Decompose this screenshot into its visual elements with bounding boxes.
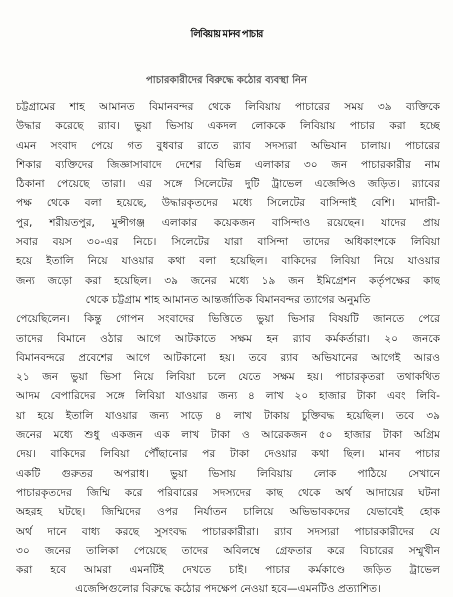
article-line: এমন সংবাদ পেয়ে গত বুধবার রাতে র‍্যাব সদস্যরা অভিযান চালায়। পাচারের [16, 139, 440, 152]
article-body [16, 98, 440, 600]
article-line: জন্য জড়ো করা হয়েছিল। ৩৯ জনের মধ্যে ১৯ জন ইমিগ্রেশন কর্তৃপক্ষের কাছ [16, 274, 440, 287]
article-line: হয়ে ইতালি নিয়ে যাওয়ার কথা বলা হয়েছিল। বাকিদের লিবিয়া নিয়ে যাওয়ার [16, 255, 440, 268]
article-line: অর্থ দানে বাধ্য করছে সুসংবদ্ধ পাচারকারীরা। র‍্যাব সদস্যরা পাচারকারীদের যে [16, 525, 440, 538]
article-line: জনের মধ্যে শুধু একজন এক লাখ টাকা ও আরেকজন ৫০ হাজার টাকা অগ্রিম [16, 429, 440, 442]
article-line: দেয়। বাকিদের লিবিয়া পৌঁছানোর পর টাকা দেওয়ার কথা ছিল। মানব পাচার [16, 448, 440, 461]
article-line: য়া হয়ে ইতালি যাওয়ার জন্য সাড়ে ৪ লাখ টাকায় চুক্তিবদ্ধ হয়েছিল। তবে ৩৯ [16, 409, 440, 422]
article-line: ৩০ জনের তালিকা পেয়েছে তাদের অবিলম্বে গ্রেফতার করে বিচারের সম্মুখীন [16, 544, 440, 557]
subheadline: পাচারকারীদের বিরুদ্ধে কঠোর ব্যবস্থা নিন [146, 75, 307, 86]
headline: লিবিয়ায় মানব পাচার [190, 29, 263, 40]
article-line: উদ্ধার করেছে র‍্যাব। ভুয়া ভিসায় একদল লোককে লিবিয়ায় পাচার করা হচ্ছে [16, 120, 440, 133]
article-line: পেয়েছিলেন। কিন্তু গোপন সংবাদের ভিত্তিতে ভুয়া ভিসার বিষয়টি জানতে পেরে [16, 313, 440, 326]
article-line: শিকার ব্যক্তিদের জিজ্ঞাসাবাদে দেশের বিভিন্ন এলাকার ৩০ জন পাচারকারীর নাম [16, 158, 440, 171]
article-line: বিমানবন্দরে প্রবেশের আগে আটকানো হয়। তবে র‍্যাব অভিযানের আগেই আরও [16, 351, 440, 364]
article-line: অহরহ ঘটছে। জিম্মিদের ওপর নির্যাতন চালিয়ে অভিভাবকদের যেভাবেই হোক [16, 506, 440, 519]
article-line: আদম বেপারিদের সঙ্গে লিবিয়া যাওয়ার জন্য ৪ লাখ ২০ হাজার টাকা এবং লিবি- [16, 390, 440, 403]
article-line: পাচারকৃতদের জিম্মি করে পরিবারের সদস্যদের কাছ থেকে অর্থ আদায়ের ঘটনা [16, 486, 440, 499]
article-line: ২১ জন ভুয়া ভিসা নিয়ে লিবিয়া চলে যেতে সক্ষম হয়। পাচারকৃতরা তথাকথিত [16, 371, 440, 384]
article-line: থেকে চট্টগ্রাম শাহ আমানত আন্তর্জাতিক বিমানবন্দর ত্যাগের অনুমতি [85, 293, 371, 306]
article-line: পুর, শরীয়তপুর, মুন্সীগঞ্জ এলাকার কয়েকজন বাসিন্দাও রয়েছেন। যাদের প্রায় [16, 216, 440, 229]
article-line: পক্ষ থেকে বলা হয়েছে, উদ্ধারকৃতদের মধ্যে সিলেটের বাসিন্দাই বেশি। মাদারী- [16, 197, 440, 210]
article-line: এজেন্সিগুলোর বিরুদ্ধে কঠোর পদক্ষেপ নেওয়া হবে—এমনটিও প্রত্যাশিত। [75, 583, 381, 596]
article-line: সবার বয়স ৩০-এর নিচে। সিলেটের যারা বাসিন্দা তাদের অধিকাংশকে লিবিয়া [16, 236, 440, 249]
article-line: তাদের বিমানে ওঠার আগে আটকাতে সক্ষম হন র‍্যাব কর্মকর্তারা। ২০ জনকে [16, 332, 440, 345]
article-line: একটি গুরুতর অপরাধ। ভুয়া ভিসায় লিবিয়ায় লোক পাঠিয়ে সেখানে [16, 467, 440, 480]
article-line: ঠিকানা পেয়েছে তারা। এর সঙ্গে সিলেটের দুটি ট্রাভেল এজেন্সিও জড়িত। র‍্যাবের [16, 178, 440, 191]
article-line: করা হবে আমরা এমনটিই দেখতে চাই। পাচার কর্মকাণ্ডে জড়িত ট্রাভেল [16, 564, 440, 577]
article-line: চট্টগ্রামের শাহ আমানত বিমানবন্দর থেকে লিবিয়ায় পাচারের সময় ৩৯ ব্যক্তিকে [16, 101, 440, 113]
